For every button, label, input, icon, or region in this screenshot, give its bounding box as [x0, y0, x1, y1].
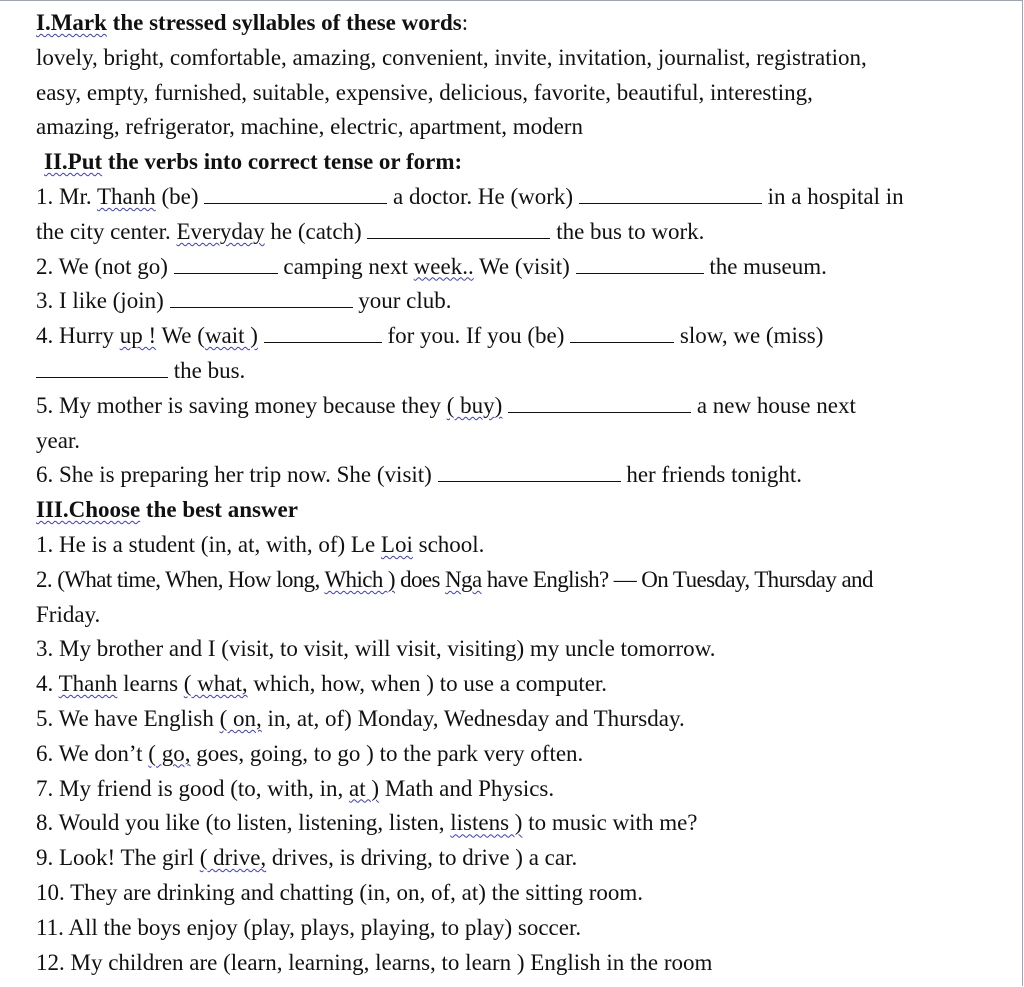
text: 1. Mr.: [36, 183, 97, 209]
text: a new house next: [691, 392, 856, 418]
text: 5. My mother is saving money because they: [36, 392, 447, 418]
heading-wavy-word: III.Choose: [36, 497, 141, 523]
word-list-line-1: lovely, bright, comfortable, amazing, convenient, invite, invitation, journalist, registration,: [36, 44, 867, 70]
question-2-5-line-1: [36, 389, 1011, 424]
section-1-heading: [36, 6, 1011, 41]
section-2-heading: [36, 145, 1011, 180]
text: 2. (What time, When, How long,: [36, 566, 325, 592]
wavy-word: ( go,: [148, 740, 191, 766]
text: her friends tonight.: [620, 462, 802, 488]
wavy-word: ( buy): [446, 392, 503, 418]
answer-blank[interactable]: [367, 218, 550, 239]
section-3-heading: [36, 493, 1011, 528]
question-2-3: [36, 284, 1011, 319]
question-3-8: [36, 806, 1011, 841]
heading-text: the stressed syllables of these words: [106, 10, 462, 35]
text: (be): [155, 183, 205, 209]
question-3-2-line-2: Friday.: [36, 601, 101, 627]
text: have English? — On Tuesday, Thursday and: [481, 566, 873, 592]
text: 2. We (not go): [36, 253, 174, 279]
heading-wavy-word: I.Mark: [36, 10, 107, 35]
wavy-word: Thanh: [58, 671, 118, 697]
text: in a hospital in: [761, 183, 904, 209]
question-3-1: [36, 528, 1011, 563]
answer-blank[interactable]: [204, 183, 387, 204]
question-3-4: [36, 667, 1011, 702]
text: 4.: [36, 671, 59, 697]
wavy-word: Thanh: [96, 183, 156, 209]
question-3-9: [36, 841, 1011, 876]
answer-blank[interactable]: [570, 322, 674, 343]
wavy-word: Nga: [445, 566, 482, 592]
wavy-word: ( what,: [183, 671, 248, 697]
text: drives, is driving, to drive ) a car.: [266, 845, 578, 871]
heading-text: the best answer: [140, 497, 298, 523]
text: 6. She is preparing her trip now. She (visit): [36, 462, 438, 488]
text: We (visit): [473, 253, 576, 279]
text: camping next: [277, 253, 414, 279]
question-3-11: 11. All the boys enjoy (play, plays, playing, to play) soccer.: [36, 914, 582, 940]
answer-blank[interactable]: [576, 253, 704, 274]
answer-blank[interactable]: [438, 461, 621, 482]
text: Math and Physics.: [379, 775, 555, 801]
wavy-word: Which ): [324, 566, 395, 592]
text: the museum.: [703, 253, 827, 279]
text: 8. Would you like (to listen, listening, listen,: [36, 810, 451, 836]
question-3-6: [36, 737, 1011, 772]
question-2-6: [36, 458, 1011, 493]
text: school.: [412, 531, 485, 557]
heading-wavy-word: II.Put: [44, 149, 103, 175]
wavy-word: ( drive,: [199, 845, 267, 871]
text: which, how, when ) to use a computer.: [247, 671, 608, 697]
text: 5. We have English: [36, 705, 220, 731]
text: 7. My friend is good (to, with, in,: [36, 775, 350, 801]
wavy-word: Loi: [380, 531, 413, 557]
answer-blank[interactable]: [170, 287, 353, 308]
worksheet: [36, 6, 1011, 980]
question-2-5-line-2: year.: [36, 427, 81, 453]
text: 1. He is a student (in, at, with, of) Le: [36, 531, 381, 557]
wavy-word: week..: [413, 253, 474, 279]
text: to music with me?: [522, 810, 698, 836]
word-list-line-3: amazing, refrigerator, machine, electric, apartment, modern: [36, 114, 583, 140]
text: he (catch): [264, 218, 368, 244]
text: the bus.: [168, 357, 246, 383]
question-2-4-line-2: [36, 354, 1011, 389]
question-3-7: [36, 772, 1011, 807]
answer-blank[interactable]: [36, 357, 168, 378]
text: the bus to work.: [550, 218, 705, 244]
answer-blank[interactable]: [264, 322, 382, 343]
answer-blank[interactable]: [579, 183, 762, 204]
text: the city center.: [36, 218, 177, 244]
wavy-word: Everyday: [176, 218, 265, 244]
question-2-1-line-2: [36, 215, 1011, 250]
text: 3. I like (join): [36, 288, 170, 314]
question-3-3: 3. My brother and I (visit, to visit, will visit, visiting) my uncle tomorrow.: [36, 636, 716, 662]
wavy-word: at ): [349, 775, 380, 801]
text: your club.: [352, 288, 452, 314]
heading-colon: :: [461, 10, 469, 35]
text: for you. If you (be): [381, 323, 571, 349]
question-2-4-line-1: [36, 319, 1011, 354]
question-2-2: [36, 250, 1011, 285]
question-3-5: [36, 702, 1011, 737]
text: 4. Hurry: [36, 323, 120, 349]
text: 6. We don’t: [36, 740, 149, 766]
text: slow, we (miss): [674, 323, 824, 349]
wavy-word: listens ): [450, 810, 523, 836]
text: 9. Look! The girl: [36, 845, 200, 871]
text: does: [394, 566, 446, 592]
heading-text: the verbs into correct tense or form:: [102, 149, 463, 175]
question-3-10: 10. They are drinking and chatting (in, on, of, at) the sitting room.: [36, 879, 644, 905]
question-3-12: 12. My children are (learn, learning, learns, to learn ) English in the room: [36, 949, 713, 975]
question-2-1-line-1: [36, 180, 1011, 215]
wavy-word: wait ): [204, 323, 258, 349]
text: a doctor. He (work): [387, 183, 579, 209]
text: We (: [156, 323, 205, 349]
answer-blank[interactable]: [508, 392, 691, 413]
text: in, at, of) Monday, Wednesday and Thursday.: [261, 705, 685, 731]
wavy-word: up !: [119, 323, 157, 349]
text: learns: [117, 671, 184, 697]
question-3-2-line-1: [36, 563, 1011, 598]
word-list-line-2: easy, empty, furnished, suitable, expensive, delicious, favorite, beautiful, interesting,: [36, 79, 813, 105]
wavy-word: ( on,: [219, 705, 262, 731]
answer-blank[interactable]: [174, 253, 278, 274]
text: goes, going, to go ) to the park very often.: [190, 740, 584, 766]
